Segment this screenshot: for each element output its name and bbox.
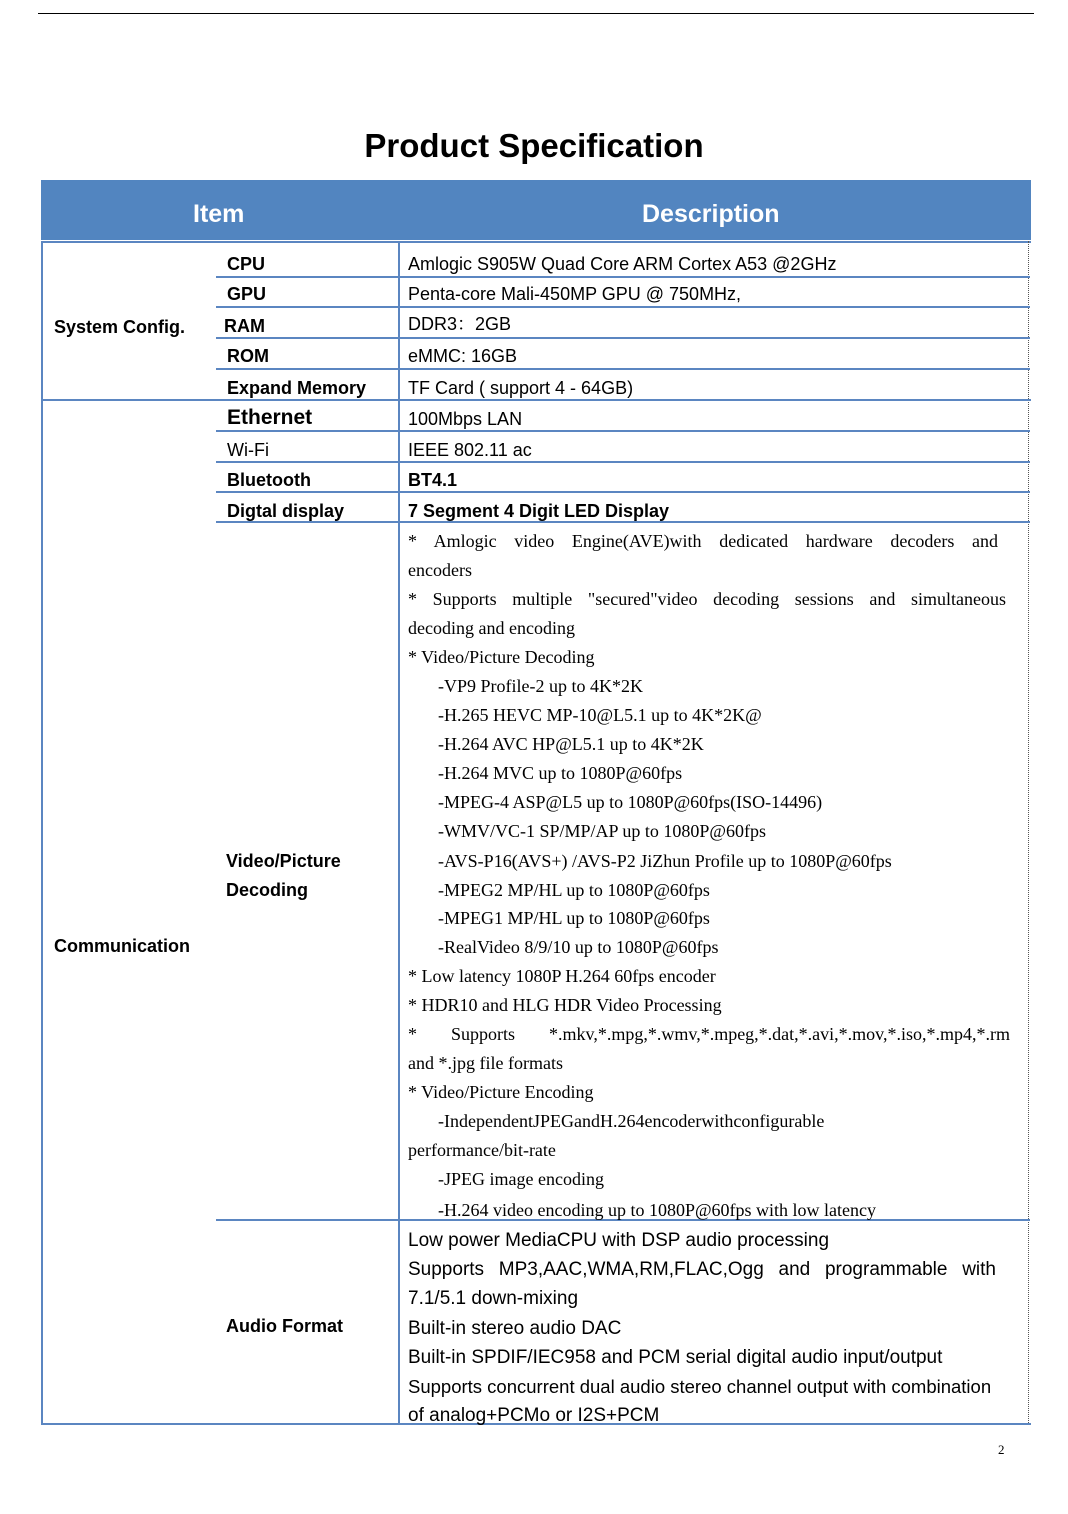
video-line: -IndependentJPEGandH.264encoderwithconfigurable: [438, 1111, 825, 1131]
spec-name-expand-memory: Expand Memory: [227, 378, 367, 398]
video-line: -RealVideo 8/9/10 up to 1080P@60fps: [438, 937, 719, 957]
spec-value-bluetooth: BT4.1: [408, 470, 458, 490]
spec-name-wifi: Wi-Fi: [227, 440, 269, 460]
table-right-border: [1028, 241, 1029, 1425]
video-line: and *.jpg file formats: [408, 1053, 563, 1073]
video-line: * Amlogic video Engine(AVE)with dedicated hardware decoders and: [408, 531, 998, 551]
spec-value-ram: DDR3：2GB: [408, 314, 512, 334]
video-line: -WMV/VC-1 SP/MP/AP up to 1080P@60fps: [438, 821, 766, 841]
group-label-system: System Config.: [54, 317, 186, 337]
spec-name-rom: ROM: [227, 346, 269, 366]
table-header: [41, 180, 1031, 240]
video-line: * Supports *.mkv,*.mpg,*.wmv,*.mpeg,*.dat,*.avi,*.mov,*.iso,*.mp4,*.rm: [408, 1024, 1010, 1044]
header-description: Description: [642, 200, 780, 228]
video-line: -H.265 HEVC MP-10@L5.1 up to 4K*2K@: [438, 705, 762, 725]
header-bottom-rule: [41, 241, 1031, 243]
audio-description: [408, 1226, 996, 1430]
spec-name-bluetooth: Bluetooth: [227, 470, 311, 490]
row-rule: [216, 306, 1030, 308]
column-divider: [398, 241, 400, 1425]
spec-name-digital-display: Digtal display: [227, 501, 345, 521]
row-rule: [216, 368, 1030, 370]
audio-line: of analog+PCMo or I2S+PCM: [408, 1405, 660, 1427]
spec-value-expand-memory: TF Card ( support 4 - 64GB): [408, 378, 634, 398]
video-line: -H.264 MVC up to 1080P@60fps: [438, 763, 683, 783]
top-rule: [38, 13, 1034, 14]
audio-line: 7.1/5.1 down-mixing: [408, 1288, 579, 1310]
spec-value-rom: eMMC: 16GB: [408, 346, 518, 366]
group-separator: [41, 399, 1031, 401]
header-item: Item: [193, 200, 245, 228]
video-line: encoders: [408, 560, 472, 580]
table-left-border: [41, 241, 43, 1425]
video-line: decoding and encoding: [408, 618, 575, 638]
spec-name-audio-format: Audio Format: [226, 1316, 343, 1336]
spec-name-ram: RAM: [224, 316, 265, 336]
spec-name-ethernet: Ethernet: [227, 406, 313, 429]
spec-name-cpu: CPU: [227, 254, 266, 274]
page-title: Product Specification: [364, 127, 704, 164]
audio-line: Low power MediaCPU with DSP audio processing: [408, 1230, 830, 1251]
video-line: -MPEG2 MP/HL up to 1080P@60fps: [438, 880, 710, 900]
spec-name-gpu: GPU: [227, 284, 267, 304]
spec-value-ethernet: 100Mbps LAN: [408, 409, 523, 429]
video-line: -MPEG-4 ASP@L5 up to 1080P@60fps(ISO-14496): [438, 792, 823, 812]
video-line: * Supports multiple "secured"video decoding sessions and simultaneous: [408, 589, 1006, 609]
audio-line: Supports MP3,AAC,WMA,RM,FLAC,Ogg and programmable with: [408, 1259, 996, 1281]
spec-value-cpu: Amlogic S905W Quad Core ARM Cortex A53 @2GHz: [408, 254, 837, 274]
video-line: -VP9 Profile-2 up to 4K*2K: [438, 676, 643, 696]
video-line: performance/bit-rate: [408, 1140, 556, 1160]
row-rule: [216, 461, 1030, 463]
spec-value-gpu: Penta-core Mali-450MP GPU @ 750MHz,: [408, 284, 742, 304]
video-line: * Video/Picture Encoding: [408, 1082, 594, 1102]
video-line: -H.264 video encoding up to 1080P@60fps with low latency: [438, 1200, 877, 1220]
page-number: 2: [998, 1442, 1005, 1457]
video-line: * Video/Picture Decoding: [408, 647, 595, 667]
audio-line: Built-in stereo audio DAC: [408, 1317, 622, 1339]
spec-name-video-2: Decoding: [226, 880, 309, 900]
video-line: -AVS-P16(AVS+) /AVS-P2 JiZhun Profile up to 1080P@60fps: [438, 851, 892, 871]
video-line: * HDR10 and HLG HDR Video Processing: [408, 995, 722, 1015]
spec-name-video-1: Video/Picture: [226, 851, 341, 871]
video-line: * Low latency 1080P H.264 60fps encoder: [408, 966, 716, 986]
row-rule: [216, 276, 1030, 278]
row-rule: [216, 521, 1030, 523]
row-rule: [216, 337, 1030, 339]
audio-line: Built-in SPDIF/IEC958 and PCM serial digital audio input/output: [408, 1346, 943, 1368]
row-rule: [216, 491, 1030, 493]
spec-value-digital-display: 7 Segment 4 Digit LED Display: [408, 501, 670, 521]
group-label-communication: Communication: [54, 936, 191, 956]
row-rule: [216, 430, 1030, 432]
spec-value-wifi: IEEE 802.11 ac: [408, 440, 532, 460]
video-line: -MPEG1 MP/HL up to 1080P@60fps: [438, 908, 710, 928]
video-line: -H.264 AVC HP@L5.1 up to 4K*2K: [438, 734, 704, 754]
audio-line: Supports concurrent dual audio stereo channel output with combination: [408, 1376, 992, 1398]
video-line: -JPEG image encoding: [438, 1169, 604, 1189]
